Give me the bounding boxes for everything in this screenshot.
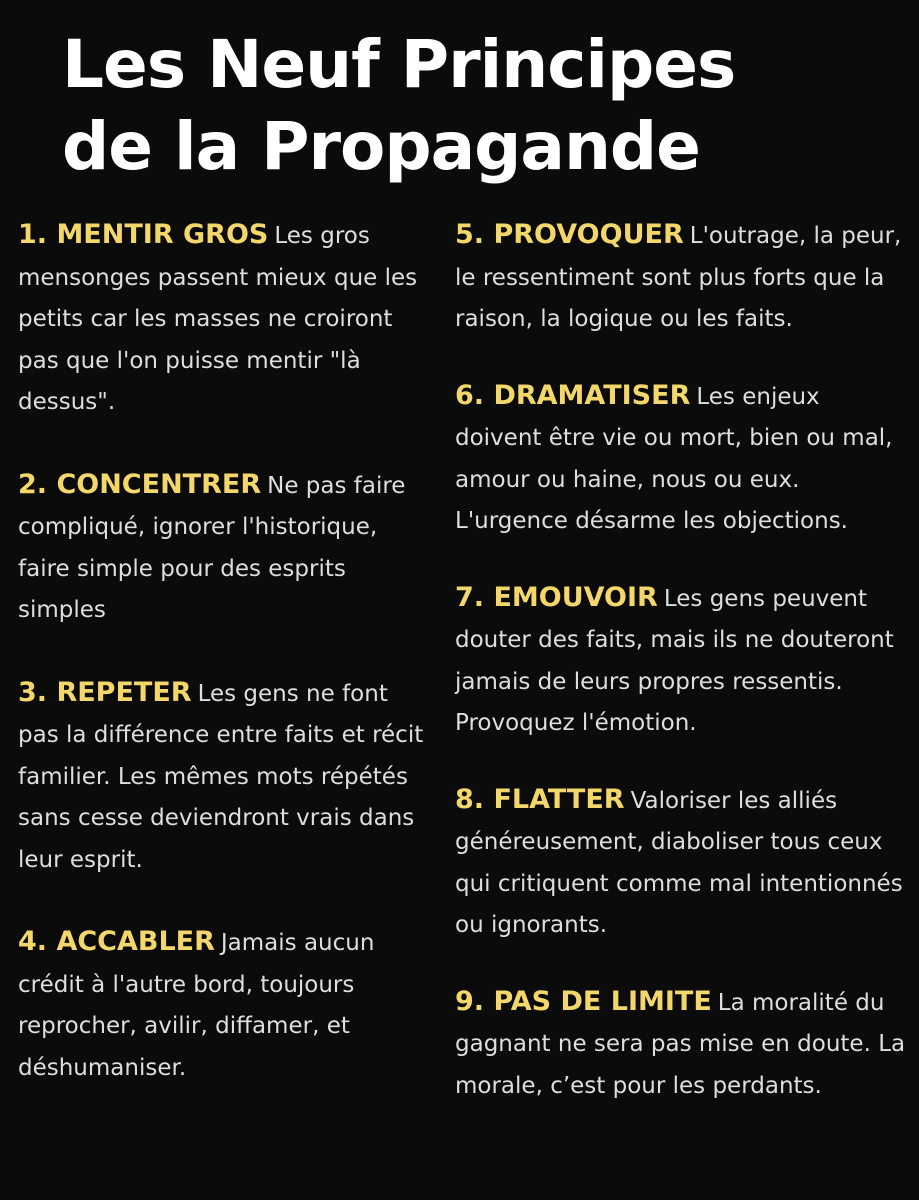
principle-9-heading: 9. PAS DE LIMITE bbox=[455, 985, 712, 1017]
principle-8-text: Valoriser les alliés généreusement, diaboliser tous ceux qui critiquent comme mal intentionnés ou ignorants. bbox=[455, 787, 903, 938]
principle-1 bbox=[18, 214, 428, 424]
principle-9 bbox=[455, 981, 913, 1108]
principle-4 bbox=[18, 921, 428, 1089]
principle-2-heading: 2. CONCENTRER bbox=[18, 468, 262, 500]
right-column bbox=[455, 214, 913, 1107]
principle-4-text: Jamais aucun crédit à l'autre bord, toujours reprocher, avilir, diffamer, et déshumaniser. bbox=[18, 930, 375, 1081]
left-column bbox=[18, 214, 428, 1089]
principle-8-heading: 8. FLATTER bbox=[455, 783, 625, 815]
principle-6-heading: 6. DRAMATISER bbox=[455, 379, 691, 411]
principle-2-text: Ne pas faire compliqué, ignorer l'historique, faire simple pour des esprits simples bbox=[18, 472, 406, 623]
principle-8 bbox=[455, 779, 913, 947]
principle-7-text: Les gens peuvent douter des faits, mais ils ne douteront jamais de leurs propres ressentis. Provoquez l'émotion. bbox=[455, 585, 894, 736]
principle-3-text: Les gens ne font pas la différence entre faits et récit familier. Les mêmes mots répétés sans cesse deviendront vrais dans leur esprit. bbox=[18, 680, 424, 873]
principle-1-text: Les gros mensonges passent mieux que les petits car les masses ne croiront pas que l'on puisse mentir "là dessus". bbox=[18, 223, 418, 415]
principle-5-text: L'outrage, la peur, le ressentiment sont plus forts que la raison, la logique ou les faits. bbox=[455, 223, 902, 332]
principle-3 bbox=[18, 672, 428, 882]
principle-3-heading: 3. REPETER bbox=[18, 676, 192, 708]
principle-7 bbox=[455, 577, 913, 745]
principle-6 bbox=[455, 375, 913, 543]
page-title bbox=[62, 24, 735, 188]
principle-2 bbox=[18, 464, 428, 632]
title-line-2: de la Propagande bbox=[62, 108, 700, 185]
principle-5-heading: 5. PROVOQUER bbox=[455, 219, 684, 250]
title-line-1: Les Neuf Principes bbox=[62, 26, 736, 103]
principle-5 bbox=[455, 214, 913, 341]
principle-1-heading: 1. MENTIR GROS bbox=[18, 219, 269, 250]
principle-4-heading: 4. ACCABLER bbox=[18, 926, 215, 957]
principle-9-text: La moralité du gagnant ne sera pas mise en doute. La morale, c’est pour les perdants. bbox=[455, 989, 906, 1099]
principle-6-text: Les enjeux doivent être vie ou mort, bien ou mal, amour ou haine, nous ou eux. L'urgence désarme les objections. bbox=[455, 383, 893, 534]
principle-7-heading: 7. EMOUVOIR bbox=[455, 581, 658, 613]
